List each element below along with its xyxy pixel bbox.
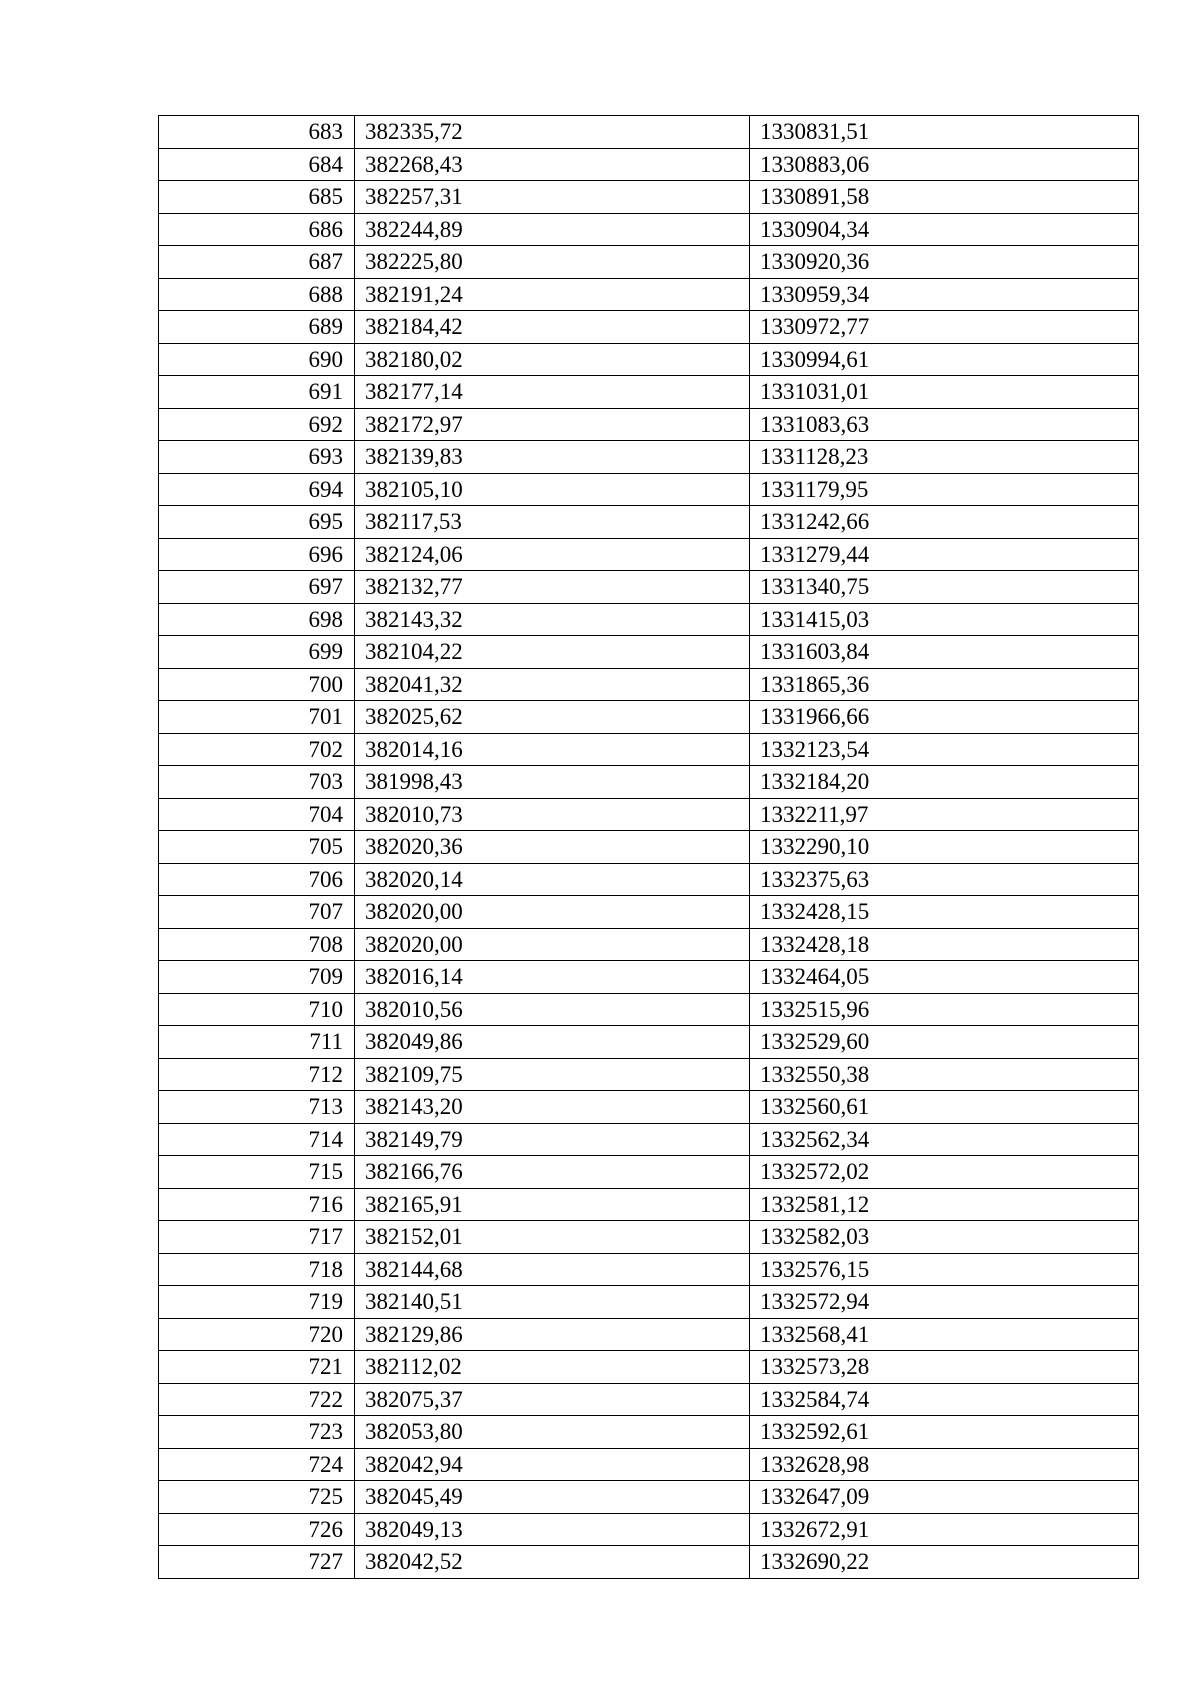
y-coordinate-cell: 1332184,20 [750,766,1139,799]
table-row [159,1026,1139,1059]
point-number-cell: 700 [159,668,355,701]
x-coordinate-cell: 382172,97 [355,408,750,441]
x-coordinate-cell: 382257,31 [355,181,750,214]
point-number-cell: 702 [159,733,355,766]
table-row [159,213,1139,246]
point-number-cell: 697 [159,571,355,604]
x-coordinate-cell: 382020,00 [355,896,750,929]
y-coordinate-cell: 1332690,22 [750,1546,1139,1579]
y-coordinate-cell: 1332572,94 [750,1286,1139,1319]
x-coordinate-cell: 382041,32 [355,668,750,701]
y-coordinate-cell: 1332428,15 [750,896,1139,929]
x-coordinate-cell: 382166,76 [355,1156,750,1189]
y-coordinate-cell: 1330883,06 [750,148,1139,181]
x-coordinate-cell: 382104,22 [355,636,750,669]
table-row [159,441,1139,474]
table-row [159,961,1139,994]
point-number-cell: 723 [159,1416,355,1449]
point-number-cell: 712 [159,1058,355,1091]
x-coordinate-cell: 382010,56 [355,993,750,1026]
point-number-cell: 716 [159,1188,355,1221]
table-row [159,278,1139,311]
point-number-cell: 695 [159,506,355,539]
y-coordinate-cell: 1332584,74 [750,1383,1139,1416]
y-coordinate-cell: 1331031,01 [750,376,1139,409]
table-row [159,376,1139,409]
y-coordinate-cell: 1332572,02 [750,1156,1139,1189]
x-coordinate-cell: 382105,10 [355,473,750,506]
point-number-cell: 706 [159,863,355,896]
point-number-cell: 725 [159,1481,355,1514]
x-coordinate-cell: 382139,83 [355,441,750,474]
y-coordinate-cell: 1332123,54 [750,733,1139,766]
table-row [159,701,1139,734]
x-coordinate-cell: 382191,24 [355,278,750,311]
point-number-cell: 719 [159,1286,355,1319]
y-coordinate-cell: 1330904,34 [750,213,1139,246]
y-coordinate-cell: 1330920,36 [750,246,1139,279]
y-coordinate-cell: 1332550,38 [750,1058,1139,1091]
table-row [159,246,1139,279]
y-coordinate-cell: 1332464,05 [750,961,1139,994]
x-coordinate-cell: 382132,77 [355,571,750,604]
y-coordinate-cell: 1332672,91 [750,1513,1139,1546]
point-number-cell: 705 [159,831,355,864]
x-coordinate-cell: 382143,32 [355,603,750,636]
x-coordinate-cell: 382109,75 [355,1058,750,1091]
y-coordinate-cell: 1332428,18 [750,928,1139,961]
y-coordinate-cell: 1332581,12 [750,1188,1139,1221]
table-row [159,993,1139,1026]
y-coordinate-cell: 1330959,34 [750,278,1139,311]
table-row [159,636,1139,669]
point-number-cell: 701 [159,701,355,734]
x-coordinate-cell: 382020,14 [355,863,750,896]
table-row [159,896,1139,929]
point-number-cell: 688 [159,278,355,311]
x-coordinate-cell: 382049,86 [355,1026,750,1059]
table-row [159,733,1139,766]
point-number-cell: 699 [159,636,355,669]
x-coordinate-cell: 381998,43 [355,766,750,799]
table-row [159,1058,1139,1091]
y-coordinate-cell: 1332560,61 [750,1091,1139,1124]
point-number-cell: 720 [159,1318,355,1351]
x-coordinate-cell: 382124,06 [355,538,750,571]
y-coordinate-cell: 1331415,03 [750,603,1139,636]
y-coordinate-cell: 1331083,63 [750,408,1139,441]
table-row [159,181,1139,214]
point-number-cell: 713 [159,1091,355,1124]
table-row [159,1123,1139,1156]
point-number-cell: 693 [159,441,355,474]
x-coordinate-cell: 382045,49 [355,1481,750,1514]
point-number-cell: 715 [159,1156,355,1189]
x-coordinate-cell: 382020,00 [355,928,750,961]
point-number-cell: 711 [159,1026,355,1059]
table-row [159,1318,1139,1351]
point-number-cell: 683 [159,116,355,149]
table-row [159,798,1139,831]
table-row [159,1416,1139,1449]
point-number-cell: 686 [159,213,355,246]
table-row [159,1221,1139,1254]
y-coordinate-cell: 1330972,77 [750,311,1139,344]
table-row [159,1546,1139,1579]
x-coordinate-cell: 382129,86 [355,1318,750,1351]
table-row [159,1448,1139,1481]
x-coordinate-cell: 382112,02 [355,1351,750,1384]
point-number-cell: 722 [159,1383,355,1416]
y-coordinate-cell: 1330831,51 [750,116,1139,149]
table-row [159,538,1139,571]
point-number-cell: 721 [159,1351,355,1384]
y-coordinate-cell: 1332515,96 [750,993,1139,1026]
y-coordinate-cell: 1332529,60 [750,1026,1139,1059]
y-coordinate-cell: 1330994,61 [750,343,1139,376]
y-coordinate-cell: 1331603,84 [750,636,1139,669]
x-coordinate-cell: 382117,53 [355,506,750,539]
table-row [159,1351,1139,1384]
point-number-cell: 694 [159,473,355,506]
table-row [159,311,1139,344]
y-coordinate-cell: 1332647,09 [750,1481,1139,1514]
table-row [159,766,1139,799]
point-number-cell: 718 [159,1253,355,1286]
x-coordinate-cell: 382140,51 [355,1286,750,1319]
y-coordinate-cell: 1331179,95 [750,473,1139,506]
y-coordinate-cell: 1332576,15 [750,1253,1139,1286]
x-coordinate-cell: 382042,52 [355,1546,750,1579]
point-number-cell: 707 [159,896,355,929]
table-row [159,1513,1139,1546]
y-coordinate-cell: 1331865,36 [750,668,1139,701]
x-coordinate-cell: 382152,01 [355,1221,750,1254]
point-number-cell: 690 [159,343,355,376]
point-number-cell: 692 [159,408,355,441]
y-coordinate-cell: 1332592,61 [750,1416,1139,1449]
table-row [159,343,1139,376]
point-number-cell: 696 [159,538,355,571]
table-row [159,1481,1139,1514]
point-number-cell: 685 [159,181,355,214]
point-number-cell: 724 [159,1448,355,1481]
y-coordinate-cell: 1332573,28 [750,1351,1139,1384]
table-row [159,863,1139,896]
y-coordinate-cell: 1331966,66 [750,701,1139,734]
point-number-cell: 684 [159,148,355,181]
y-coordinate-cell: 1331128,23 [750,441,1139,474]
point-number-cell: 689 [159,311,355,344]
table-row [159,603,1139,636]
table-row [159,1091,1139,1124]
x-coordinate-cell: 382014,16 [355,733,750,766]
x-coordinate-cell: 382180,02 [355,343,750,376]
x-coordinate-cell: 382020,36 [355,831,750,864]
table-row [159,1383,1139,1416]
x-coordinate-cell: 382165,91 [355,1188,750,1221]
x-coordinate-cell: 382225,80 [355,246,750,279]
table-row [159,408,1139,441]
coordinates-table-body [159,116,1139,1579]
y-coordinate-cell: 1332582,03 [750,1221,1139,1254]
table-row [159,1156,1139,1189]
x-coordinate-cell: 382335,72 [355,116,750,149]
y-coordinate-cell: 1332211,97 [750,798,1139,831]
table-row [159,506,1139,539]
x-coordinate-cell: 382143,20 [355,1091,750,1124]
y-coordinate-cell: 1331242,66 [750,506,1139,539]
point-number-cell: 710 [159,993,355,1026]
point-number-cell: 726 [159,1513,355,1546]
x-coordinate-cell: 382184,42 [355,311,750,344]
y-coordinate-cell: 1332628,98 [750,1448,1139,1481]
x-coordinate-cell: 382049,13 [355,1513,750,1546]
point-number-cell: 704 [159,798,355,831]
point-number-cell: 708 [159,928,355,961]
x-coordinate-cell: 382075,37 [355,1383,750,1416]
coordinates-table [158,115,1139,1579]
table-row [159,928,1139,961]
x-coordinate-cell: 382025,62 [355,701,750,734]
table-row [159,831,1139,864]
table-row [159,571,1139,604]
x-coordinate-cell: 382042,94 [355,1448,750,1481]
point-number-cell: 691 [159,376,355,409]
y-coordinate-cell: 1332562,34 [750,1123,1139,1156]
x-coordinate-cell: 382053,80 [355,1416,750,1449]
point-number-cell: 717 [159,1221,355,1254]
table-row [159,668,1139,701]
point-number-cell: 687 [159,246,355,279]
y-coordinate-cell: 1332375,63 [750,863,1139,896]
x-coordinate-cell: 382016,14 [355,961,750,994]
x-coordinate-cell: 382144,68 [355,1253,750,1286]
point-number-cell: 698 [159,603,355,636]
y-coordinate-cell: 1331340,75 [750,571,1139,604]
table-row [159,1188,1139,1221]
point-number-cell: 703 [159,766,355,799]
point-number-cell: 727 [159,1546,355,1579]
table-row [159,116,1139,149]
table-row [159,148,1139,181]
y-coordinate-cell: 1331279,44 [750,538,1139,571]
table-row [159,473,1139,506]
y-coordinate-cell: 1332290,10 [750,831,1139,864]
x-coordinate-cell: 382177,14 [355,376,750,409]
y-coordinate-cell: 1332568,41 [750,1318,1139,1351]
x-coordinate-cell: 382268,43 [355,148,750,181]
point-number-cell: 714 [159,1123,355,1156]
table-row [159,1286,1139,1319]
table-row [159,1253,1139,1286]
x-coordinate-cell: 382010,73 [355,798,750,831]
x-coordinate-cell: 382149,79 [355,1123,750,1156]
y-coordinate-cell: 1330891,58 [750,181,1139,214]
x-coordinate-cell: 382244,89 [355,213,750,246]
point-number-cell: 709 [159,961,355,994]
